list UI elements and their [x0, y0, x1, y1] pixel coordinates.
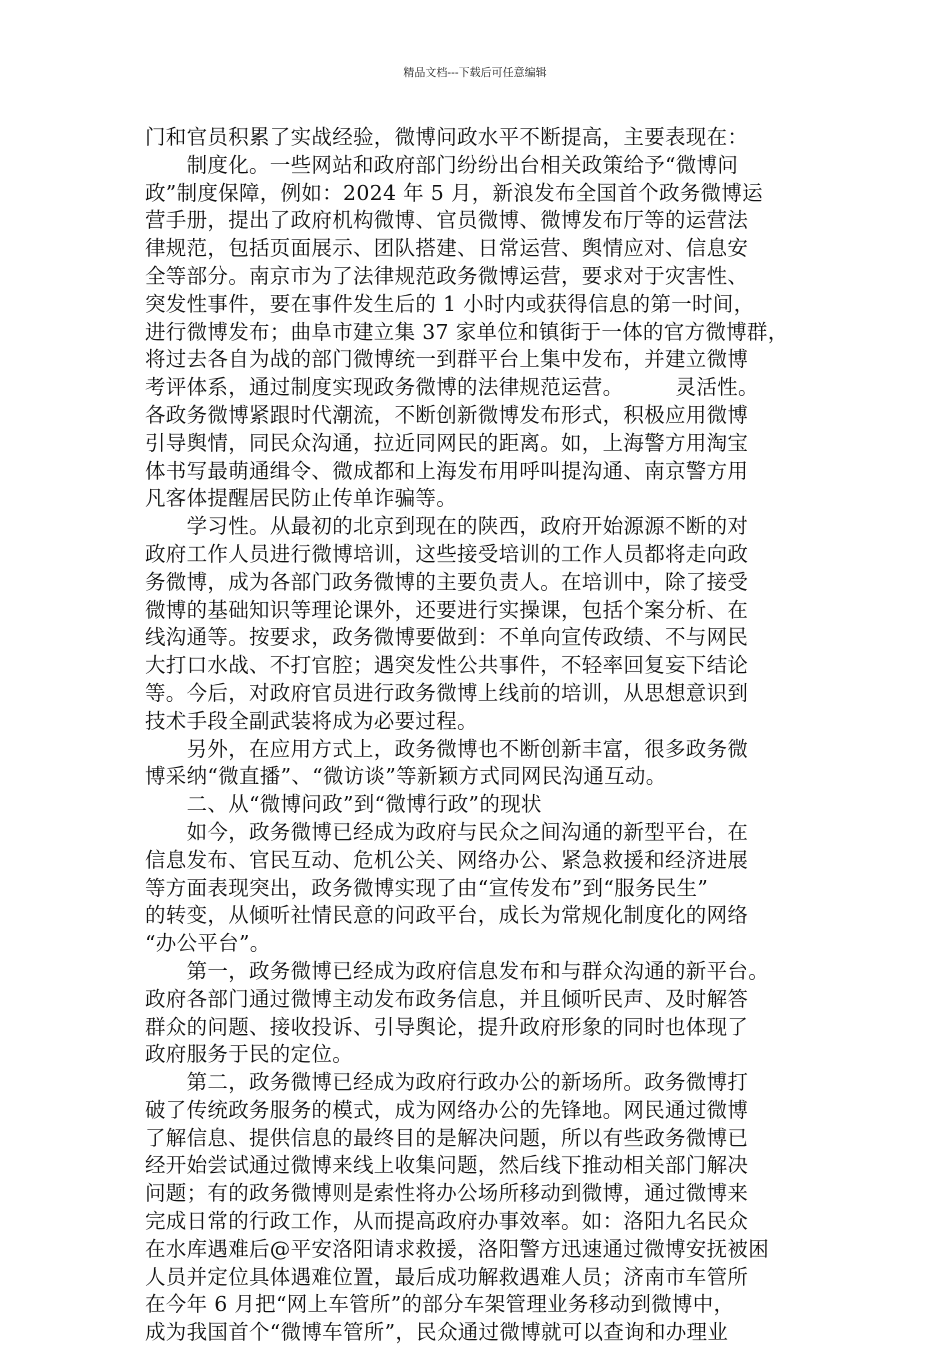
text-line: 体书写最萌通缉令、微成都和上海发布用呼叫提沟通、南京警方用	[145, 458, 749, 483]
text-line: 第一，政务微博已经成为政府信息发布和与群众沟通的新平台。	[145, 958, 769, 983]
text-line: 微博的基础知识等理论课外，还要进行实操课，包括个案分析、在	[145, 597, 749, 622]
text-line: 门和官员积累了实战经验，微博问政水平不断提高，主要表现在：	[145, 125, 749, 149]
text-line: 政府工作人员进行微博培训，这些接受培训的工作人员都将走向政	[145, 541, 749, 566]
page-header: 精品文档---下载后可任意编辑	[403, 66, 547, 79]
text-line: 在水库遇难后@平安洛阳请求救援，洛阳警方迅速通过微博安抚被困	[145, 1236, 769, 1261]
text-line: 信息发布、官民互动、危机公关、网络办公、紧急救援和经济进展	[145, 847, 749, 872]
text-line: 大打口水战、不打官腔；遇突发性公共事件，不轻率回复妄下结论	[145, 653, 749, 678]
text-line: 学习性。从最初的北京到现在的陕西，政府开始源源不断的对	[145, 514, 749, 539]
text-line: 经开始尝试通过微博来线上收集问题，然后线下推动相关部门解决	[145, 1153, 749, 1178]
text-line: 政府服务于民的定位。	[145, 1042, 353, 1067]
text-line: 问题；有的政务微博则是索性将办公场所移动到微博，通过微博来	[145, 1181, 749, 1206]
text-line: 完成日常的行政工作，从而提高政府办事效率。如：洛阳九名民众	[145, 1209, 749, 1234]
text-line: 政”制度保障，例如：2024 年 5 月，新浪发布全国首个政务微博运	[145, 180, 763, 205]
text-line: 技术手段全副武装将成为必要过程。	[145, 708, 478, 733]
text-line: 破了传统政务服务的模式，成为网络办公的先锋地。网民通过微博	[145, 1097, 749, 1122]
text-line: 另外，在应用方式上，政务微博也不断创新丰富，很多政务微	[145, 736, 749, 761]
text-line: 了解信息、提供信息的最终目的是解决问题，所以有些政务微博已	[145, 1125, 749, 1150]
text-line: 在今年 6 月把“网上车管所”的部分车架管理业务移动到微博中，	[145, 1292, 735, 1317]
text-line: 凡客体提醒居民防止传单诈骗等。	[145, 486, 457, 511]
text-line: 进行微博发布；曲阜市建立集 37 家单位和镇街于一体的官方微博群，	[145, 319, 789, 344]
text-line: 全等部分。南京市为了法律规范政务微博运营，要求对于灾害性、	[145, 263, 749, 288]
text-line: 的转变，从倾听社情民意的问政平台，成长为常规化制度化的网络	[145, 903, 749, 928]
text-line: 二、从“微博问政”到“微博行政”的现状	[145, 792, 542, 817]
text-line: 律规范，包括页面展示、团队搭建、日常运营、舆情应对、信息安	[145, 236, 749, 261]
text-line: 制度化。一些网站和政府部门纷纷出台相关政策给予“微博问	[145, 152, 739, 177]
document-body	[145, 124, 813, 1347]
text-line: 引导舆情，同民众沟通，拉近同网民的距离。如，上海警方用淘宝	[145, 430, 749, 455]
text-line: “办公平台”。	[145, 931, 271, 956]
text-line: 群众的问题、接收投诉、引导舆论，提升政府形象的同时也体现了	[145, 1014, 749, 1039]
text-line: 政府各部门通过微博主动发布政务信息，并且倾听民声、及时解答	[145, 986, 749, 1011]
text-line: 线沟通等。按要求，政务微博要做到：不单向宣传政绩、不与网民	[145, 625, 749, 650]
text-line: 成为我国首个“微博车管所”，民众通过微博就可以查询和办理业	[145, 1320, 729, 1345]
text-line: 如今，政务微博已经成为政府与民众之间沟通的新型平台，在	[145, 819, 749, 844]
text-line: 各政务微博紧跟时代潮流，不断创新微博发布形式，积极应用微博	[145, 402, 749, 427]
text-line: 突发性事件，要在事件发生后的 1 小时内或获得信息的第一时间，	[145, 291, 755, 316]
text-line: 等。今后，对政府官员进行政务微博上线前的培训，从思想意识到	[145, 680, 749, 705]
text-line: 第二，政务微博已经成为政府行政办公的新场所。政务微博打	[145, 1070, 749, 1095]
text-line: 等方面表现突出，政务微博实现了由“宣传发布”到“服务民生”	[145, 875, 709, 900]
text-line: 博采纳“微直播”、“微访谈”等新颖方式同网民沟通互动。	[145, 764, 667, 789]
text-line: 营手册，提出了政府机构微博、官员微博、微博发布厅等的运营法	[145, 208, 749, 233]
text-line: 务微博，成为各部门政务微博的主要负责人。在培训中，除了接受	[145, 569, 749, 594]
text-line: 考评体系，通过制度实现政务微博的法律规范运营。 灵活性。	[145, 375, 759, 400]
text-line: 人员并定位具体遇难位置，最后成功解救遇难人员；济南市车管所	[145, 1264, 749, 1289]
text-line: 将过去各自为战的部门微博统一到群平台上集中发布，并建立微博	[145, 347, 749, 372]
